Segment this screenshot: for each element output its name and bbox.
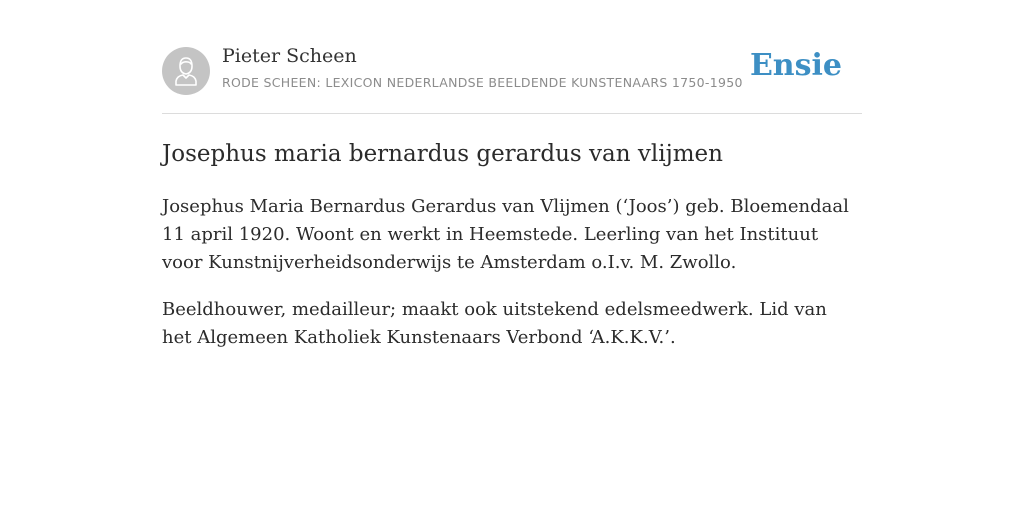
article-paragraph: Josephus Maria Bernardus Gerardus van Vlijmen (‘Joos’) geb. Bloemendaal 11 april 1920. Woont en werkt in Heemstede. Leerling van het Instituut voor Kunstnijverheidsonderwijs te Amsterdam o.I.v. M. Zwollo.	[162, 196, 849, 273]
author-name[interactable]: Pieter Scheen	[222, 45, 357, 67]
article-paragraph: Beeldhouwer, medailleur; maakt ook uitstekend edelsmeedwerk. Lid van het Algemeen Katholiek Kunstenaars Verbond ‘A.K.K.V.’.	[162, 299, 827, 348]
article-header	[162, 0, 862, 114]
article-title: Josephus maria bernardus gerardus van vlijmen	[162, 141, 723, 167]
brand-logo[interactable]: Ensie	[749, 48, 842, 83]
user-icon[interactable]	[162, 47, 210, 95]
article-card	[162, 0, 862, 352]
source-name[interactable]: RODE SCHEEN: LEXICON NEDERLANDSE BEELDENDE KUNSTENAARS 1750-1950	[222, 75, 743, 90]
